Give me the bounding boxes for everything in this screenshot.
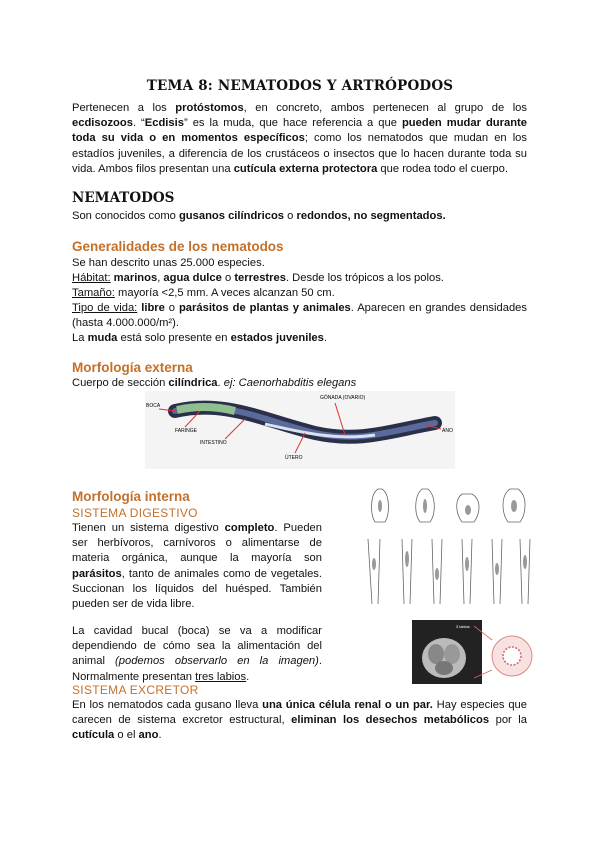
label-gonada: GÓNADA (OVARIO) [320, 395, 366, 401]
habitat-line: Hábitat: marinos, agua dulce o terrestres. Desde los trópicos a los polos. [72, 272, 444, 284]
sem-mouth-image [412, 620, 537, 684]
subheading-sistema-digestivo: SISTEMA DIGESTIVO [72, 506, 198, 520]
digestivo-paragraph: Tienen un sistema digestivo completo. Pueden ser herbívoros, carnívoros o alimentarse de materia orgánica, aunque la mayoría son parásitos, tanto de animales como de vegetales. Succionan los líquidos del huésped. También pueden ser de vida libre. [72, 522, 322, 611]
subheading-sistema-excretor: SISTEMA EXCRETOR [72, 683, 199, 697]
intro-paragraph: Pertenecen a los protóstomos, en concreto, ambos pertenecen al grupo de los ecdisozoos. “Ecdisis” es la muda, que hace referencia a que pueden mudar durante toda su vida o en momentos específicos; como los nematodos que mudan en los estadíos juveniles, a diferencia de los crustáceos o insectos que lo hacen durante toda su vida. Ambos filos presentan una cutícula externa protectora que rodea todo el cuerpo. [72, 102, 527, 175]
body-sketch-6 [520, 539, 530, 604]
section-heading-nematodos: NEMATODOS [72, 190, 175, 206]
heading-morfologia-interna: Morfología interna [72, 489, 190, 504]
label-utero: ÚTERO [285, 455, 303, 461]
page-title: TEMA 8: NEMATODOS Y ARTRÓPODOS [146, 78, 454, 94]
morfologia-externa-text: Cuerpo de sección cilíndrica. ej: Caenorhabditis elegans [72, 377, 357, 389]
label-ano: ANO [442, 428, 453, 434]
label-intestino: INTESTINO [200, 440, 227, 446]
heading-morfologia-externa: Morfología externa [72, 360, 193, 375]
cavidad-bucal-paragraph: La cavidad bucal (boca) se va a modificar dependiendo de cómo sea la alimentación del animal (podemos observarlo en la imagen). Normalmente presentan tres labios. [72, 625, 322, 683]
muda-line: La muda está solo presente en estados juveniles. [72, 332, 327, 344]
life-type-line: Tipo de vida: libre o parásitos de plantas y animales. Aparecen en grandes densidades (hasta 4.000.000/m²). [72, 302, 527, 329]
nematode-diagram [145, 391, 455, 469]
body-sketch-4 [462, 539, 472, 604]
heading-generalidades: Generalidades de los nematodos [72, 239, 284, 254]
body-sketch-2 [402, 539, 412, 604]
excretor-paragraph: En los nematodos cada gusano lleva una única célula renal o un par. Hay especies que carecen de sistema excretor estructural, eliminan los desechos metabólicos por la cutícula o el ano. [72, 699, 527, 742]
sem-lip-3 [435, 661, 453, 675]
label-boca: BOCA [146, 403, 161, 409]
size-line: Tamaño: mayoría <2,5 mm. A veces alcanzan 50 cm. [72, 287, 335, 299]
species-count: Se han descrito unas 25.000 especies. [72, 257, 265, 269]
mouth-morphology-sketches [360, 484, 540, 614]
body-sketch-1 [368, 539, 380, 604]
sem-lip-2 [444, 644, 460, 664]
sem-lip-1 [428, 644, 444, 664]
label-faringe: FARINGE [175, 428, 197, 434]
nematodos-definition: Son conocidos como gusanos cilíndricos o redondos, no segmentados. [72, 210, 446, 222]
pharynx-shape [177, 407, 235, 411]
sem-label: 3 labios [456, 624, 470, 629]
labial-ring-inner [503, 647, 521, 665]
